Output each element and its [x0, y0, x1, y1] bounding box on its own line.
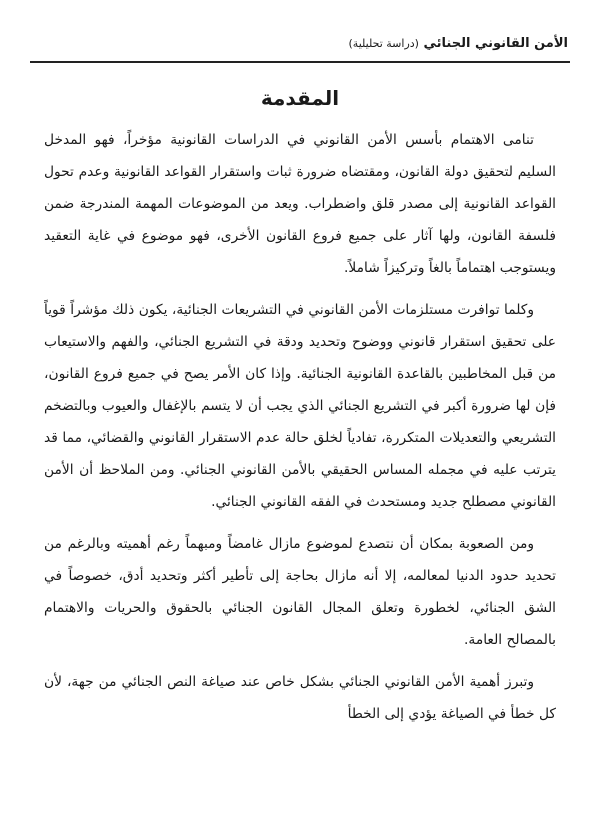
- running-header-title: الأمن القانوني الجنائي: [423, 36, 568, 51]
- chapter-title: المقدمة: [260, 86, 340, 110]
- paragraph: [44, 294, 556, 518]
- running-header-subtitle: (دراسة تحليلية): [348, 37, 419, 50]
- paragraph-text: تنامى الاهتمام بأسس الأمن القانوني في الدراسات القانونية مؤخراً، فهو المدخل السليم لتحقيق دولة القانون، ومقتضاه ضرورة ثبات واستقرار القواعد القانونية وعدم تحول القواعد القانونية إلى مصدر قلق واضطراب. ويعد من الموضوعات المهمة المندرجة ضمن فلسفة القانون، ولها آثار على جميع فروع القانون الأخرى، فهو موضوع في غاية التعقيد ويستوجب اهتماماً بالغاً وتركيزاً شاملاً.: [44, 132, 556, 276]
- paragraph-text: ومن الصعوبة بمكان أن نتصدع لموضوع مازال غامضاً ومبهماً رغم أهميته وبالرغم من تحديد حدود الدنيا لمعالمه، إلا أنه مازال بحاجة إلى تأطير أكثر وتحديد أدق، خصوصاً في الشق الجنائي، لخطورة وتعلق المجال القانون الجنائي بالحقوق والحريات والاهتمام بالمصالح العامة.: [44, 536, 556, 648]
- paragraph: [44, 124, 556, 284]
- paragraph: [44, 666, 556, 730]
- paragraph-text: وتبرز أهمية الأمن القانوني الجنائي بشكل خاص عند صياغة النص الجنائي من جهة، لأن كل خطأ في الصياغة يؤدي إلى الخطأ: [44, 674, 556, 722]
- body-text: [44, 124, 556, 740]
- paragraph: [44, 528, 556, 656]
- paragraph-text: وكلما توافرت مستلزمات الأمن القانوني في التشريعات الجنائية، يكون ذلك مؤشراً قوياً على تحقيق استقرار قانوني ووضوح وتحديد ودقة في التشريع الجنائي، والفهم والاستيعاب من قبل المخاطبين بالقاعدة القانونية الجنائية. وإذا كان الأمر يصح في جميع فروع القانون، فإن لها ضرورة أكبر في التشريع الجنائي الذي يجب أن لا يتسم بالإغفال والعيوب وبالتضخم التشريعي والتعديلات المتكررة، تفادياً لخلق حالة عدم الاستقرار القانوني والقضائي، مما قد يترتب عليه في مجمله المساس الحقيقي بالأمن القانوني الجنائي. ومن الملاحظ أن الأمن القانوني مصطلح جديد ومستحدث في الفقه القانوني الجنائي.: [44, 302, 556, 510]
- running-header: [349, 36, 569, 51]
- header-rule: [30, 61, 570, 63]
